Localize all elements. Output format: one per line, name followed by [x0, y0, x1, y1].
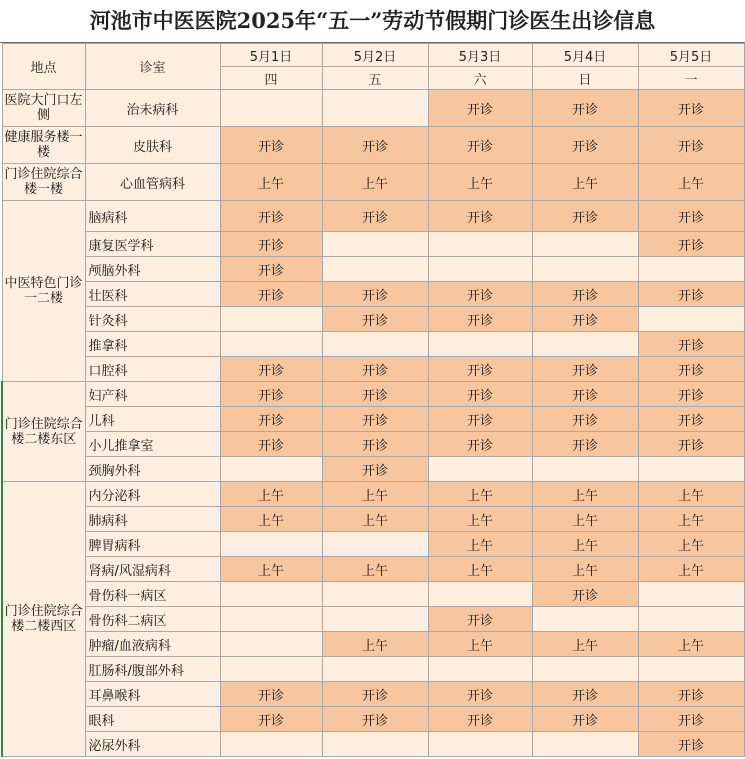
table-row [2, 90, 744, 127]
schedule-cell: 上午 [220, 164, 322, 201]
table-row [2, 127, 744, 164]
schedule-cell: 开诊 [532, 90, 638, 127]
schedule-cell [322, 607, 428, 632]
schedule-cell: 上午 [428, 164, 532, 201]
clinic-cell: 骨伤科一病区 [85, 582, 220, 607]
clinic-cell: 颈胸外科 [85, 457, 220, 482]
schedule-cell: 开诊 [638, 432, 744, 457]
schedule-cell [220, 457, 322, 482]
schedule-cell: 开诊 [638, 232, 744, 257]
schedule-cell [428, 332, 532, 357]
table-row [2, 657, 744, 682]
date-header: 5月2日 [322, 44, 428, 67]
schedule-cell [638, 657, 744, 682]
schedule-cell [532, 732, 638, 757]
clinic-cell: 心血管病科 [85, 164, 220, 201]
table-row [2, 557, 744, 582]
table-row [2, 607, 744, 632]
schedule-cell: 开诊 [428, 90, 532, 127]
schedule-cell [220, 90, 322, 127]
schedule-cell: 上午 [532, 164, 638, 201]
schedule-cell: 开诊 [638, 90, 744, 127]
schedule-cell [428, 457, 532, 482]
schedule-cell: 上午 [638, 507, 744, 532]
table-row [2, 482, 744, 507]
clinic-header: 诊室 [85, 44, 220, 90]
schedule-cell [428, 232, 532, 257]
schedule-cell: 上午 [532, 507, 638, 532]
schedule-cell: 开诊 [532, 382, 638, 407]
schedule-cell: 上午 [428, 557, 532, 582]
schedule-cell [220, 632, 322, 657]
schedule-cell: 开诊 [638, 682, 744, 707]
schedule-cell [322, 732, 428, 757]
schedule-cell: 开诊 [322, 382, 428, 407]
table-row [2, 457, 744, 482]
clinic-cell: 肺病科 [85, 507, 220, 532]
table-row [2, 332, 744, 357]
date-header: 5月3日 [428, 44, 532, 67]
page-title: 河池市中医医院2025年“五一”劳动节假期门诊医生出诊信息 [0, 0, 745, 43]
schedule-cell: 上午 [428, 507, 532, 532]
clinic-cell: 推拿科 [85, 332, 220, 357]
schedule-cell [322, 657, 428, 682]
schedule-cell: 开诊 [220, 682, 322, 707]
schedule-cell: 开诊 [322, 201, 428, 232]
schedule-cell: 开诊 [638, 707, 744, 732]
schedule-cell: 开诊 [322, 707, 428, 732]
schedule-cell: 开诊 [532, 127, 638, 164]
schedule-cell: 开诊 [220, 382, 322, 407]
schedule-cell: 开诊 [428, 707, 532, 732]
schedule-cell: 开诊 [322, 432, 428, 457]
schedule-cell: 上午 [220, 557, 322, 582]
clinic-cell: 针灸科 [85, 307, 220, 332]
schedule-cell [322, 582, 428, 607]
clinic-cell: 肛肠科/腹部外科 [85, 657, 220, 682]
weekday-header: 五 [322, 67, 428, 90]
schedule-cell: 开诊 [220, 357, 322, 382]
clinic-cell: 耳鼻喉科 [85, 682, 220, 707]
schedule-cell: 上午 [638, 164, 744, 201]
schedule-cell [638, 257, 744, 282]
schedule-cell [220, 332, 322, 357]
schedule-cell: 开诊 [428, 127, 532, 164]
schedule-cell: 上午 [532, 632, 638, 657]
table-row [2, 507, 744, 532]
table-row [2, 201, 744, 232]
schedule-cell: 开诊 [220, 201, 322, 232]
clinic-cell: 肿瘤/血液病科 [85, 632, 220, 657]
clinic-cell: 妇产科 [85, 382, 220, 407]
schedule-cell: 上午 [322, 164, 428, 201]
schedule-cell: 开诊 [220, 432, 322, 457]
table-row [2, 282, 744, 307]
schedule-cell: 开诊 [428, 682, 532, 707]
schedule-cell: 开诊 [428, 432, 532, 457]
schedule-cell: 上午 [532, 532, 638, 557]
location-cell: 门诊住院综合楼二楼东区 [2, 382, 85, 482]
schedule-cell: 开诊 [220, 232, 322, 257]
schedule-cell [220, 732, 322, 757]
clinic-cell: 小儿推拿室 [85, 432, 220, 457]
schedule-cell: 开诊 [532, 307, 638, 332]
table-row [2, 707, 744, 732]
schedule-cell: 上午 [532, 482, 638, 507]
schedule-cell [532, 607, 638, 632]
schedule-cell [532, 232, 638, 257]
schedule-cell [638, 607, 744, 632]
schedule-cell: 开诊 [322, 127, 428, 164]
date-header: 5月4日 [532, 44, 638, 67]
schedule-cell: 开诊 [638, 732, 744, 757]
table-row [2, 582, 744, 607]
date-header: 5月5日 [638, 44, 744, 67]
table-row [2, 532, 744, 557]
schedule-cell: 上午 [322, 632, 428, 657]
schedule-cell: 开诊 [322, 357, 428, 382]
schedule-cell: 开诊 [428, 282, 532, 307]
clinic-cell: 脾胃病科 [85, 532, 220, 557]
table-row [2, 357, 744, 382]
schedule-cell [220, 307, 322, 332]
clinic-cell: 肾病/风湿病科 [85, 557, 220, 582]
schedule-cell [220, 657, 322, 682]
schedule-cell: 开诊 [532, 282, 638, 307]
location-header: 地点 [2, 44, 85, 90]
schedule-cell: 开诊 [220, 707, 322, 732]
schedule-cell: 上午 [428, 632, 532, 657]
schedule-cell: 上午 [322, 557, 428, 582]
schedule-cell: 开诊 [532, 432, 638, 457]
schedule-table [1, 43, 745, 757]
header-row-dates [2, 44, 744, 67]
schedule-cell: 开诊 [322, 682, 428, 707]
table-row [2, 382, 744, 407]
schedule-cell [322, 90, 428, 127]
schedule-cell: 开诊 [220, 257, 322, 282]
location-cell: 健康服务楼一楼 [2, 127, 85, 164]
schedule-cell: 上午 [532, 557, 638, 582]
schedule-cell: 开诊 [428, 407, 532, 432]
schedule-cell: 开诊 [638, 382, 744, 407]
schedule-cell [638, 457, 744, 482]
schedule-cell: 开诊 [322, 307, 428, 332]
schedule-cell: 上午 [220, 507, 322, 532]
schedule-cell: 开诊 [638, 201, 744, 232]
table-row [2, 632, 744, 657]
weekday-header: 六 [428, 67, 532, 90]
schedule-cell [220, 582, 322, 607]
schedule-body [2, 44, 744, 757]
schedule-cell: 开诊 [532, 407, 638, 432]
schedule-cell [532, 457, 638, 482]
schedule-cell: 开诊 [638, 357, 744, 382]
clinic-cell: 眼科 [85, 707, 220, 732]
table-row [2, 732, 744, 757]
schedule-cell [428, 732, 532, 757]
clinic-cell: 脑病科 [85, 201, 220, 232]
schedule-cell: 开诊 [532, 201, 638, 232]
location-cell: 门诊住院综合楼一楼 [2, 164, 85, 201]
clinic-cell: 内分泌科 [85, 482, 220, 507]
schedule-cell: 开诊 [322, 282, 428, 307]
schedule-cell: 开诊 [220, 282, 322, 307]
schedule-cell: 上午 [638, 632, 744, 657]
weekday-header: 一 [638, 67, 744, 90]
schedule-cell: 上午 [322, 507, 428, 532]
schedule-cell [638, 582, 744, 607]
clinic-cell: 颅脑外科 [85, 257, 220, 282]
schedule-cell: 上午 [428, 532, 532, 557]
weekday-header: 日 [532, 67, 638, 90]
clinic-cell: 皮肤科 [85, 127, 220, 164]
schedule-cell: 开诊 [532, 707, 638, 732]
schedule-cell [428, 657, 532, 682]
location-cell: 医院大门口左侧 [2, 90, 85, 127]
schedule-cell [638, 307, 744, 332]
clinic-cell: 泌尿外科 [85, 732, 220, 757]
schedule-cell [220, 607, 322, 632]
schedule-cell: 开诊 [428, 201, 532, 232]
schedule-cell: 开诊 [428, 357, 532, 382]
table-row [2, 257, 744, 282]
schedule-cell: 上午 [638, 557, 744, 582]
date-header: 5月1日 [220, 44, 322, 67]
schedule-cell: 开诊 [428, 382, 532, 407]
clinic-cell: 口腔科 [85, 357, 220, 382]
schedule-cell: 开诊 [638, 282, 744, 307]
schedule-cell: 开诊 [428, 607, 532, 632]
schedule-cell: 上午 [322, 482, 428, 507]
schedule-cell: 开诊 [532, 357, 638, 382]
location-cell: 门诊住院综合楼二楼西区 [2, 482, 85, 757]
schedule-cell: 上午 [638, 532, 744, 557]
clinic-cell: 治未病科 [85, 90, 220, 127]
schedule-cell [532, 657, 638, 682]
schedule-cell [532, 257, 638, 282]
clinic-cell: 壮医科 [85, 282, 220, 307]
weekday-header: 四 [220, 67, 322, 90]
table-row [2, 232, 744, 257]
table-row [2, 407, 744, 432]
schedule-cell [220, 532, 322, 557]
clinic-cell: 儿科 [85, 407, 220, 432]
schedule-cell: 开诊 [638, 332, 744, 357]
schedule-cell: 开诊 [220, 127, 322, 164]
clinic-cell: 康复医学科 [85, 232, 220, 257]
schedule-cell [322, 532, 428, 557]
schedule-cell [428, 582, 532, 607]
schedule-cell: 上午 [638, 482, 744, 507]
schedule-cell: 上午 [428, 482, 532, 507]
table-row [2, 682, 744, 707]
schedule-cell: 上午 [220, 482, 322, 507]
schedule-cell: 开诊 [638, 407, 744, 432]
schedule-cell [322, 332, 428, 357]
schedule-cell [428, 257, 532, 282]
schedule-cell [322, 257, 428, 282]
schedule-cell [322, 232, 428, 257]
location-cell: 中医特色门诊一二楼 [2, 201, 85, 382]
table-row [2, 164, 744, 201]
schedule-cell: 开诊 [532, 682, 638, 707]
schedule-cell: 开诊 [428, 307, 532, 332]
schedule-cell: 开诊 [638, 127, 744, 164]
schedule-cell: 开诊 [322, 407, 428, 432]
table-row [2, 307, 744, 332]
clinic-cell: 骨伤科二病区 [85, 607, 220, 632]
schedule-cell: 开诊 [532, 582, 638, 607]
schedule-cell: 开诊 [220, 407, 322, 432]
schedule-cell: 开诊 [322, 457, 428, 482]
schedule-cell [532, 332, 638, 357]
table-row [2, 432, 744, 457]
